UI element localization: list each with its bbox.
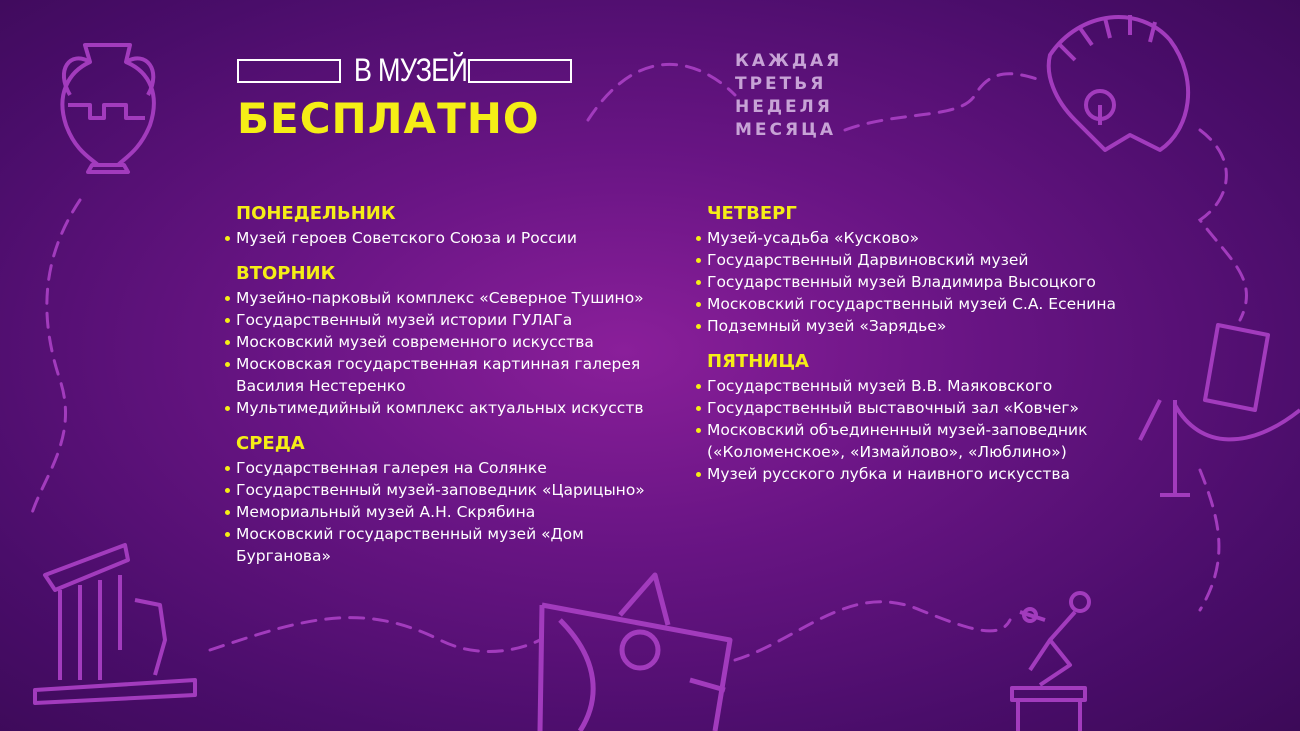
subtitle-line: КАЖДАЯ — [735, 51, 843, 71]
museum-list — [236, 457, 676, 567]
title-top-row — [237, 52, 572, 92]
day-heading: СРЕДА — [236, 433, 305, 454]
list-item: Государственный музей истории ГУЛАГа — [236, 309, 676, 331]
column-ruins-icon — [35, 545, 195, 703]
statue-icon — [1012, 593, 1089, 731]
list-item: Московский объединенный музей-заповедник («Коломенское», «Измайлово», «Люблино») — [707, 419, 1107, 463]
museum-list — [707, 227, 1157, 337]
day-thursday — [707, 203, 1157, 337]
list-item: Музейно-парковый комплекс «Северное Тушино» — [236, 287, 676, 309]
list-item: Московская государственная картинная галерея Василия Нестеренко — [236, 353, 656, 397]
day-heading: ПОНЕДЕЛЬНИК — [236, 203, 396, 224]
day-tuesday — [236, 263, 676, 419]
list-item: Государственный музей В.В. Маяковского — [707, 375, 1157, 397]
vase-icon — [62, 45, 153, 172]
museum-list — [707, 375, 1157, 485]
list-item: Государственный Дарвиновский музей — [707, 249, 1157, 271]
painting-icon — [540, 575, 730, 731]
list-item: Музей русского лубка и наивного искусства — [707, 463, 1157, 485]
list-item: Музей-усадьба «Кусково» — [707, 227, 1157, 249]
title-top: В МУЗЕЙ — [353, 52, 468, 88]
list-item: Подземный музей «Зарядье» — [707, 315, 1157, 337]
day-heading: ВТОРНИК — [236, 263, 336, 284]
day-wednesday — [236, 433, 676, 567]
subtitle — [735, 50, 842, 142]
velvet-rope-icon — [1140, 325, 1300, 495]
list-item: Государственная галерея на Солянке — [236, 457, 676, 479]
list-item: Московский музей современного искусства — [236, 331, 676, 353]
subtitle-line: МЕСЯЦА — [735, 120, 837, 140]
title-line-right — [468, 59, 572, 83]
title-line-left — [237, 59, 341, 83]
list-item: Государственный музей-заповедник «Царицыно» — [236, 479, 676, 501]
list-item: Московский государственный музей С.А. Есенина — [707, 293, 1157, 315]
museum-list — [236, 287, 676, 419]
list-item: Мемориальный музей А.Н. Скрябина — [236, 501, 676, 523]
day-heading: ЧЕТВЕРГ — [707, 203, 797, 224]
day-monday — [236, 203, 676, 249]
list-item: Государственный выставочный зал «Ковчег» — [707, 397, 1157, 419]
list-item: Московский государственный музей «Дом Бурганова» — [236, 523, 616, 567]
subtitle-line: ТРЕТЬЯ — [735, 74, 827, 94]
schedule-right — [707, 203, 1157, 499]
day-friday — [707, 351, 1157, 485]
title-main: БЕСПЛАТНО — [237, 94, 540, 143]
schedule-left — [236, 203, 676, 581]
title-block — [237, 52, 572, 143]
list-item: Музей героев Советского Союза и России — [236, 227, 676, 249]
list-item: Государственный музей Владимира Высоцкого — [707, 271, 1157, 293]
helmet-icon — [1049, 15, 1188, 150]
day-heading: ПЯТНИЦА — [707, 351, 809, 372]
list-item: Мультимедийный комплекс актуальных искусств — [236, 397, 676, 419]
museum-list — [236, 227, 676, 249]
subtitle-line: НЕДЕЛЯ — [735, 97, 833, 117]
